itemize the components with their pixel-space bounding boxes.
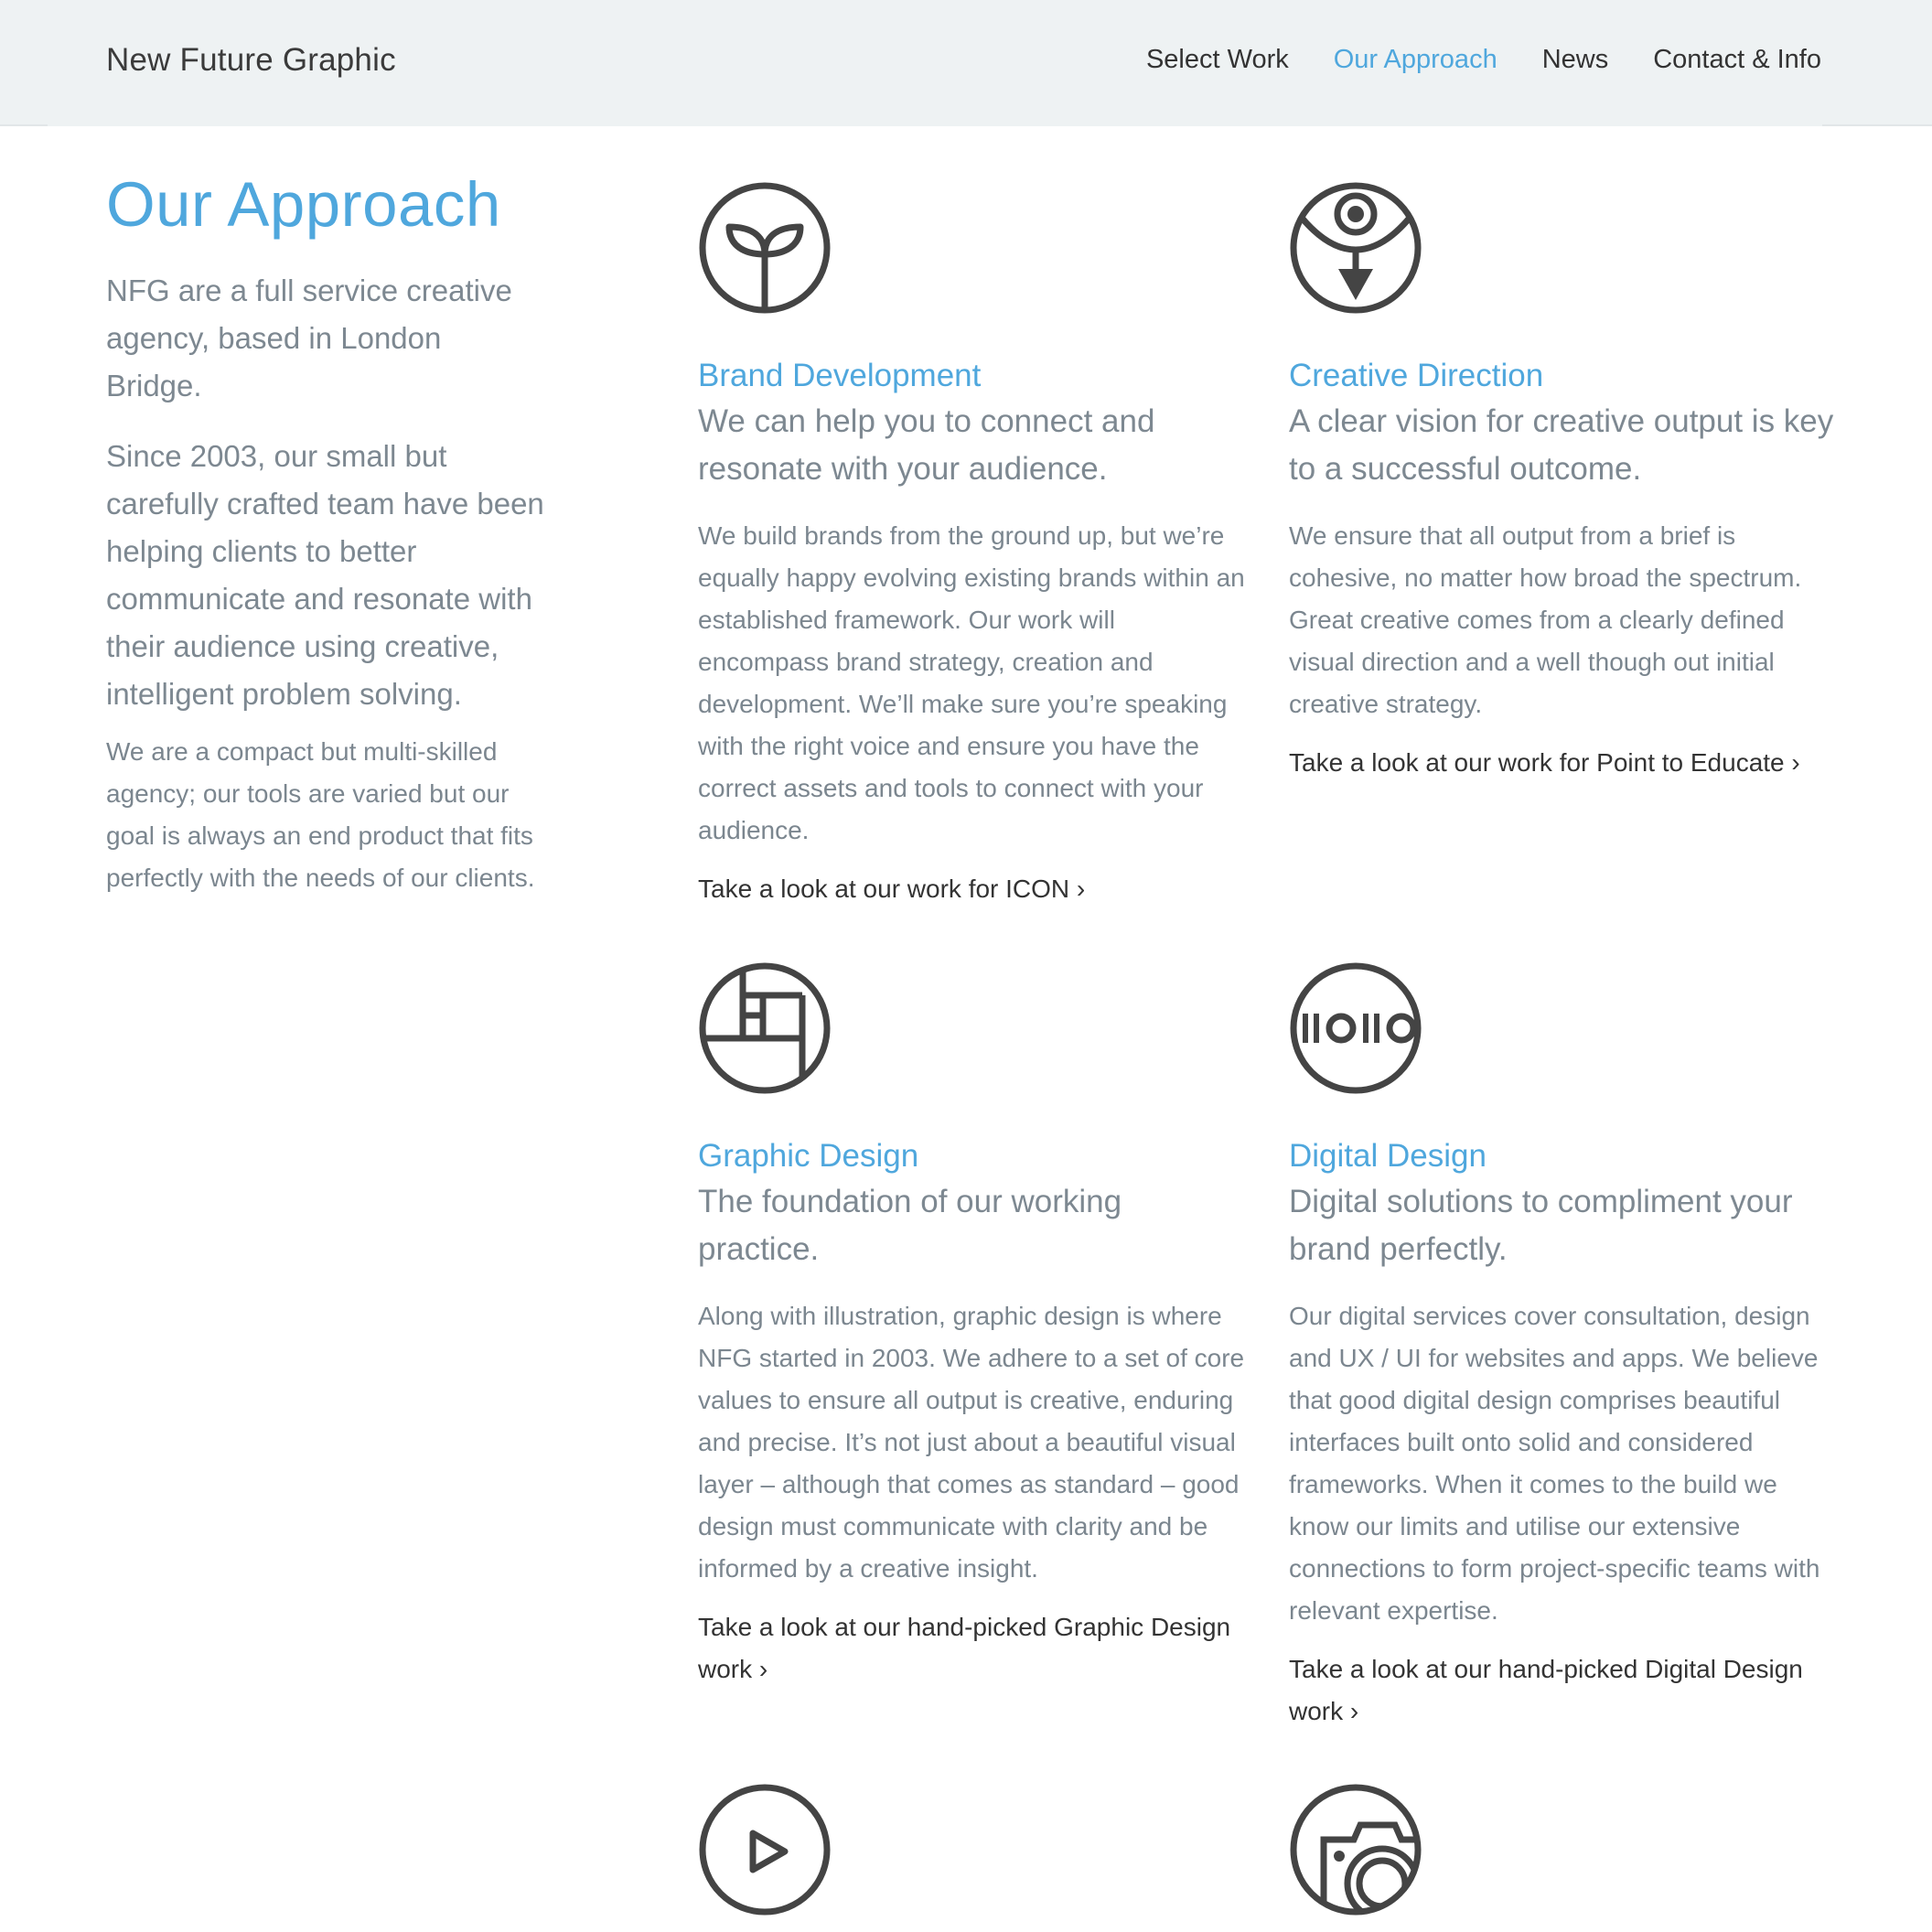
service-title: Digital Design — [1289, 1138, 1487, 1174]
service-subtitle: The foundation of our working practice. — [698, 1184, 1122, 1267]
service-motion — [698, 1783, 1247, 1916]
eye-arrow-icon — [1289, 181, 1422, 315]
site-header — [0, 0, 1932, 126]
header-divider-right — [1822, 124, 1932, 126]
service-title: Creative Direction — [1289, 358, 1544, 393]
main-nav — [1146, 45, 1821, 75]
service-subtitle: A clear vision for creative output is key to a successful outcome. — [1289, 403, 1834, 487]
service-subtitle: We can help you to connect and resonate with your audience. — [698, 403, 1155, 487]
intro-body: We are a compact but multi-skilled agency; our tools are varied but our goal is always an end product that fits perfectly with the needs of our clients. — [106, 737, 535, 892]
icon-work-link[interactable]: Take a look at our work for ICON › — [698, 875, 1086, 903]
service-digital-design — [1289, 961, 1838, 1733]
service-creative-direction — [1289, 181, 1838, 784]
nav-news[interactable]: News — [1541, 45, 1609, 74]
header-divider-left — [0, 124, 48, 126]
binary-code-icon — [1289, 961, 1422, 1095]
camera-icon — [1289, 1783, 1422, 1916]
nav-our-approach[interactable]: Our Approach — [1333, 45, 1497, 74]
golden-grid-icon — [698, 961, 832, 1095]
nav-select-work[interactable]: Select Work — [1145, 45, 1289, 74]
digital-design-work-link[interactable]: Take a look at our hand-picked Digital Design work › — [1289, 1655, 1803, 1725]
service-body: Our digital services cover consultation, design and UX / UI for websites and apps. We believe that good digital design comprises beautiful interfaces built onto solid and considered frameworks. When it comes to the build we know our limits and utilise our extensive connections to form project-specific teams with relevant expertise. — [1289, 1302, 1820, 1625]
page-title: Our Approach — [106, 169, 501, 240]
service-title: Graphic Design — [698, 1138, 919, 1174]
service-brand-development — [698, 181, 1247, 910]
intro-section — [106, 166, 545, 899]
service-body: We build brands from the ground up, but we’re equally happy evolving existing brands within an established framework. Our work will encompass brand strategy, creation and development. We’ll make sure you’re speaking with the right voice and ensure you have the correct assets and tools to connect with your audience. — [698, 521, 1245, 844]
intro-lead-history: Since 2003, our small but carefully crafted team have been helping clients to better communicate and resonate with their audience using creative, intelligent problem solving. — [106, 439, 544, 711]
nav-contact-info[interactable]: Contact & Info — [1653, 45, 1821, 74]
service-subtitle: Digital solutions to compliment your brand perfectly. — [1289, 1184, 1793, 1267]
site-logo[interactable]: New Future Graphic — [106, 42, 396, 78]
service-graphic-design — [698, 961, 1247, 1690]
play-icon — [698, 1783, 832, 1916]
intro-lead-location: NFG are a full service creative agency, based in London Bridge. — [106, 274, 512, 402]
service-photography — [1289, 1783, 1838, 1916]
service-title: Brand Development — [698, 358, 982, 393]
graphic-design-work-link[interactable]: Take a look at our hand-picked Graphic Design work › — [698, 1613, 1231, 1683]
sprout-icon — [698, 181, 832, 315]
service-body: We ensure that all output from a brief is cohesive, no matter how broad the spectrum. Great creative comes from a clearly defined visual direction and a well though out initial creative strategy. — [1289, 521, 1802, 718]
point-to-educate-work-link[interactable]: Take a look at our work for Point to Educate › — [1289, 748, 1800, 777]
service-body: Along with illustration, graphic design is where NFG started in 2003. We adhere to a set of core values to ensure all output is creative, enduring and precise. It’s not just about a beautiful visual layer – although that comes as standard – good design must communicate with clarity and be informed by a creative insight. — [698, 1302, 1245, 1583]
